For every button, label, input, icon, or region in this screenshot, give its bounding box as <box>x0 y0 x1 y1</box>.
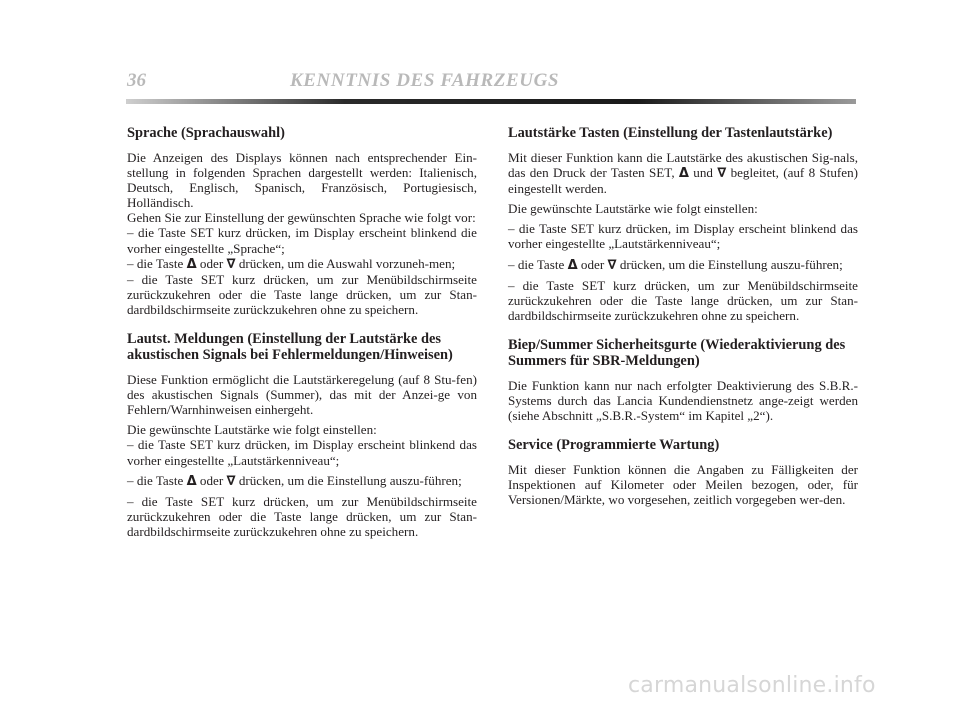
text: – die Taste <box>127 255 184 271</box>
heading-lautst-meldungen: Lautst. Meldungen (Einstellung der Lautstärke des akustischen Signals bei Fehlermeldungen/Hinweisen) <box>127 331 453 364</box>
text: drücken, um die Einstellung auszu-führen; <box>619 256 843 272</box>
text: und <box>693 165 713 181</box>
down-arrow-icon: ∇ <box>717 166 727 182</box>
watermark: carmanualsonline.info <box>628 673 876 698</box>
text: drücken, um die Einstellung auszu-führen; <box>238 472 462 488</box>
down-arrow-icon: ∇ <box>226 473 236 489</box>
text: oder <box>199 255 224 271</box>
paragraph: Diese Funktion ermöglicht die Lautstärkeregelung (auf 8 Stu-fen) des akustischen Signals (Summer), das mit der Anzei-ge von Fehlern/Warnhinweisen einhergeht. <box>127 372 477 418</box>
text: oder <box>580 256 605 272</box>
text: oder <box>199 472 224 488</box>
up-arrow-icon: Δ <box>186 473 197 489</box>
text: drücken, um die Auswahl vorzuneh-men; <box>238 255 456 271</box>
paragraph: Mit dieser Funktion können die Angaben zu Fälligkeiten der Inspektionen auf Kilometer oder Meilen bezogen, oder, für Versionen/Märkte, wo vorgesehen, zeitlich vorgegeben wer-den. <box>508 462 858 508</box>
heading-service: Service (Programmierte Wartung) <box>508 437 720 454</box>
page-header-title: KENNTNIS DES FAHRZEUGS <box>290 70 560 91</box>
paragraph: – die Taste SET kurz drücken, um zur Menübildschirmseite zurückzukehren oder die Taste lange drücken, um zur Stan-dardbildschirmseite zurückzukehren ohne zu speichern. <box>508 277 858 323</box>
heading-sprache: Sprache (Sprachauswahl) <box>127 125 285 141</box>
paragraph: – die Taste SET kurz drücken, um zur Menübildschirmseite zurückzukehren oder die Taste lange drücken, um zur Stan-dardbildschirmseite zurückzukehren ohne zu speichern. <box>127 271 477 317</box>
paragraph: Die gewünschte Lautstärke wie folgt einstellen: <box>508 201 758 217</box>
paragraph: Die Funktion kann nur nach erfolgter Deaktivierung des S.B.R.-Systems durch das Lancia Kundendienstnetz ange-zeigt werden (siehe Abschnitt „S.B.R.-System“ im Kapitel „2“). <box>508 377 858 424</box>
paragraph: – die Taste SET kurz drücken, im Display erscheint blinkend das vorher eingestellte „Lautstärkenniveau“; <box>508 221 858 252</box>
paragraph: – die Taste SET kurz drücken, im Display erscheint blinkend die vorher eingestellte „Sprache“; <box>127 225 477 256</box>
down-arrow-icon: ∇ <box>226 256 236 272</box>
paragraph: Die gewünschte Lautstärke wie folgt einstellen: <box>127 422 377 438</box>
heading-biep-summer: Biep/Summer Sicherheitsgurte (Wiederaktivierung des Summers für SBR-Meldungen) <box>508 336 846 369</box>
down-arrow-icon: ∇ <box>607 257 617 273</box>
text: begleitet, (auf 8 Stufen) eingestellt werden. <box>508 165 858 197</box>
paragraph: – die Taste SET kurz drücken, um zur Menübildschirmseite zurückzukehren oder die Taste lange drücken, um zur Stan-dardbildschirmseite zurückzukehren ohne zu speichern. <box>127 493 477 539</box>
up-arrow-icon: Δ <box>678 166 689 182</box>
up-arrow-icon: Δ <box>186 256 197 272</box>
paragraph-with-buttons <box>127 256 477 272</box>
text: Mit dieser Funktion kann die Lautstärke des akustischen Sig-nals, das den Druck der Tasten SET, <box>508 150 858 181</box>
paragraph-with-buttons <box>508 257 858 273</box>
text: – die Taste <box>127 472 184 488</box>
paragraph: Gehen Sie zur Einstellung der gewünschten Sprache wie folgt vor: <box>127 210 476 226</box>
left-column <box>127 125 477 539</box>
paragraph-with-buttons <box>508 150 858 196</box>
paragraph: – die Taste SET kurz drücken, im Display erscheint blinkend das vorher eingestellte „Lautstärkenniveau“; <box>127 437 477 468</box>
header-rule <box>126 99 856 104</box>
heading-lautstaerke-tasten: Lautstärke Tasten (Einstellung der Tastenlautstärke) <box>508 125 833 141</box>
paragraph: Die Anzeigen des Displays können nach entsprechender Ein-stellung in folgenden Sprachen dargestellt werden: Italienisch, Deutsch, Englisch, Spanisch, Französisch, Portugiesisch, Holländisch. <box>127 150 477 211</box>
right-column <box>508 125 858 508</box>
page-number: 36 <box>127 70 146 91</box>
up-arrow-icon: Δ <box>567 257 578 273</box>
paragraph-with-buttons <box>127 473 477 489</box>
text: – die Taste <box>508 256 565 272</box>
